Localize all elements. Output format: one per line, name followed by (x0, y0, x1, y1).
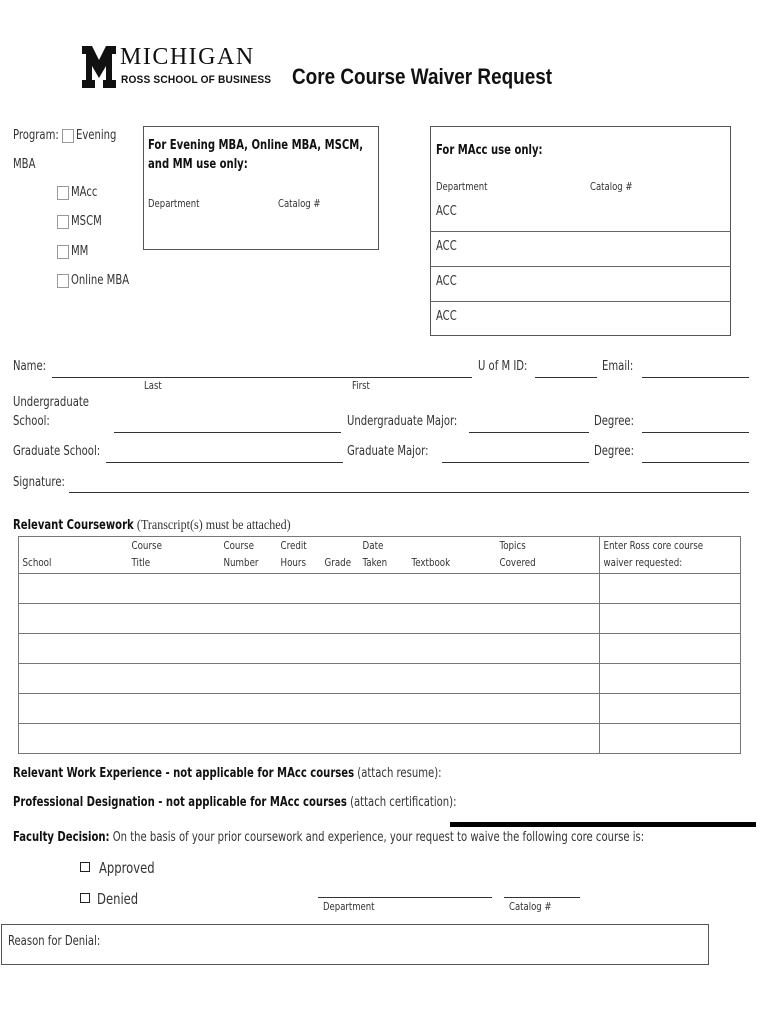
macc-row-divider (430, 266, 731, 267)
evening-mba-checkbox[interactable] (62, 129, 74, 143)
table-header-row (19, 537, 741, 574)
name-label: Name: (13, 359, 47, 374)
page-title: Core Course Waiver Request (292, 64, 553, 89)
col-credit-hours-1: Credit (280, 539, 307, 552)
coursework-heading-note: (Transcript(s) must be attached) (136, 518, 291, 533)
grad-school-input-line[interactable] (106, 462, 343, 463)
col-date-taken-1: Date (362, 539, 384, 552)
col-topics-covered-1: Topics (499, 539, 526, 552)
coursework-heading-bold: Relevant Coursework (13, 518, 134, 533)
col-waiver-requested-1: Enter Ross core course (603, 539, 704, 552)
evening-department-label: Department (148, 197, 200, 210)
professional-designation-bold: Professional Designation - not applicable for MAcc courses (13, 795, 347, 810)
reason-for-denial-box[interactable] (1, 924, 709, 965)
denied-checkbox[interactable] (80, 893, 90, 903)
macc-row-divider (430, 231, 731, 232)
faculty-decision-line (13, 830, 644, 845)
macc-row-1: ACC (436, 204, 457, 219)
col-grade: Grade (324, 556, 352, 569)
logo-michigan-text: MICHIGAN (120, 44, 255, 70)
coursework-heading (13, 518, 291, 534)
denied-label: Denied (97, 890, 139, 908)
table-row[interactable] (19, 724, 741, 754)
undergrad-school-label-2: School: (13, 414, 50, 429)
evening-catalog-label: Catalog # (278, 197, 321, 210)
table-row[interactable] (19, 664, 741, 694)
mscm-option-label: MSCM (71, 214, 102, 229)
degree-label-2: Degree: (594, 444, 634, 459)
signature-input-line[interactable] (69, 492, 749, 493)
email-label: Email: (602, 359, 634, 374)
decision-department-line[interactable] (318, 897, 492, 898)
professional-designation-line (13, 795, 457, 810)
faculty-section-divider (450, 822, 756, 827)
last-name-caption: Last (144, 379, 162, 392)
signature-label: Signature: (13, 475, 65, 490)
col-waiver-requested-2: waiver requested: (603, 556, 683, 569)
decision-department-caption: Department (323, 900, 375, 913)
undergrad-school-label-1: Undergraduate (13, 395, 90, 410)
reason-for-denial-label: Reason for Denial: (8, 934, 101, 949)
decision-catalog-caption: Catalog # (509, 900, 552, 913)
macc-row-3: ACC (436, 274, 457, 289)
approved-label: Approved (99, 859, 155, 877)
evening-option-label: Evening (76, 128, 117, 143)
undergrad-school-input-line[interactable] (114, 432, 341, 433)
umid-input-line[interactable] (535, 377, 597, 378)
col-course-title-1: Course (131, 539, 163, 552)
degree-label-1: Degree: (594, 414, 634, 429)
col-course-number-1: Course (223, 539, 254, 552)
col-date-taken-2: Taken (362, 556, 388, 569)
table-row[interactable] (19, 574, 741, 604)
col-course-title-2: Title (131, 556, 151, 569)
email-input-line[interactable] (642, 377, 749, 378)
logo-ross-text: ROSS SCHOOL OF BUSINESS (121, 74, 272, 86)
col-school: School (22, 556, 52, 569)
work-experience-line (13, 766, 442, 781)
umid-label: U of M ID: (478, 359, 528, 374)
macc-row-2: ACC (436, 239, 457, 254)
grad-major-label: Graduate Major: (347, 444, 429, 459)
table-row[interactable] (19, 694, 741, 724)
macc-department-label: Department (436, 180, 488, 193)
faculty-decision-text: On the basis of your prior coursework and experience, your request to waive the following core course is: (112, 830, 645, 845)
undergrad-major-label: Undergraduate Major: (347, 414, 458, 429)
undergrad-major-input-line[interactable] (469, 432, 589, 433)
col-topics-covered-2: Covered (499, 556, 536, 569)
macc-catalog-label: Catalog # (590, 180, 633, 193)
michigan-block-m-logo (82, 46, 116, 88)
col-textbook: Textbook (411, 556, 451, 569)
work-experience-note: (attach resume): (357, 766, 442, 781)
evening-box-heading-2: and MM use only: (148, 157, 248, 172)
professional-designation-note: (attach certification): (350, 795, 457, 810)
table-row[interactable] (19, 634, 741, 664)
first-name-caption: First (352, 379, 370, 392)
macc-box-heading: For MAcc use only: (436, 143, 543, 158)
mm-option-label: MM (71, 244, 89, 259)
col-course-number-2: Number (223, 556, 259, 569)
decision-catalog-line[interactable] (504, 897, 580, 898)
grad-major-input-line[interactable] (442, 462, 589, 463)
mba-option-label: MBA (13, 157, 36, 172)
col-credit-hours-2: Hours (280, 556, 307, 569)
work-experience-bold: Relevant Work Experience - not applicable for MAcc courses (13, 766, 355, 781)
degree-input-line-1[interactable] (642, 432, 749, 433)
mscm-checkbox[interactable] (57, 215, 69, 229)
degree-input-line-2[interactable] (642, 462, 749, 463)
coursework-table (18, 536, 741, 754)
macc-row-4: ACC (436, 309, 457, 324)
grad-school-label: Graduate School: (13, 444, 101, 459)
macc-option-label: MAcc (71, 185, 98, 200)
online-mba-checkbox[interactable] (57, 274, 69, 288)
macc-checkbox[interactable] (57, 186, 69, 200)
faculty-decision-bold: Faculty Decision: (13, 830, 110, 845)
macc-row-divider (430, 301, 731, 302)
evening-box-heading-1: For Evening MBA, Online MBA, MSCM, (148, 138, 364, 153)
mm-checkbox[interactable] (57, 245, 69, 259)
program-label: Program: (13, 128, 59, 143)
online-mba-option-label: Online MBA (71, 273, 130, 288)
approved-checkbox[interactable] (80, 862, 90, 872)
table-row[interactable] (19, 604, 741, 634)
name-input-line[interactable] (52, 377, 472, 378)
